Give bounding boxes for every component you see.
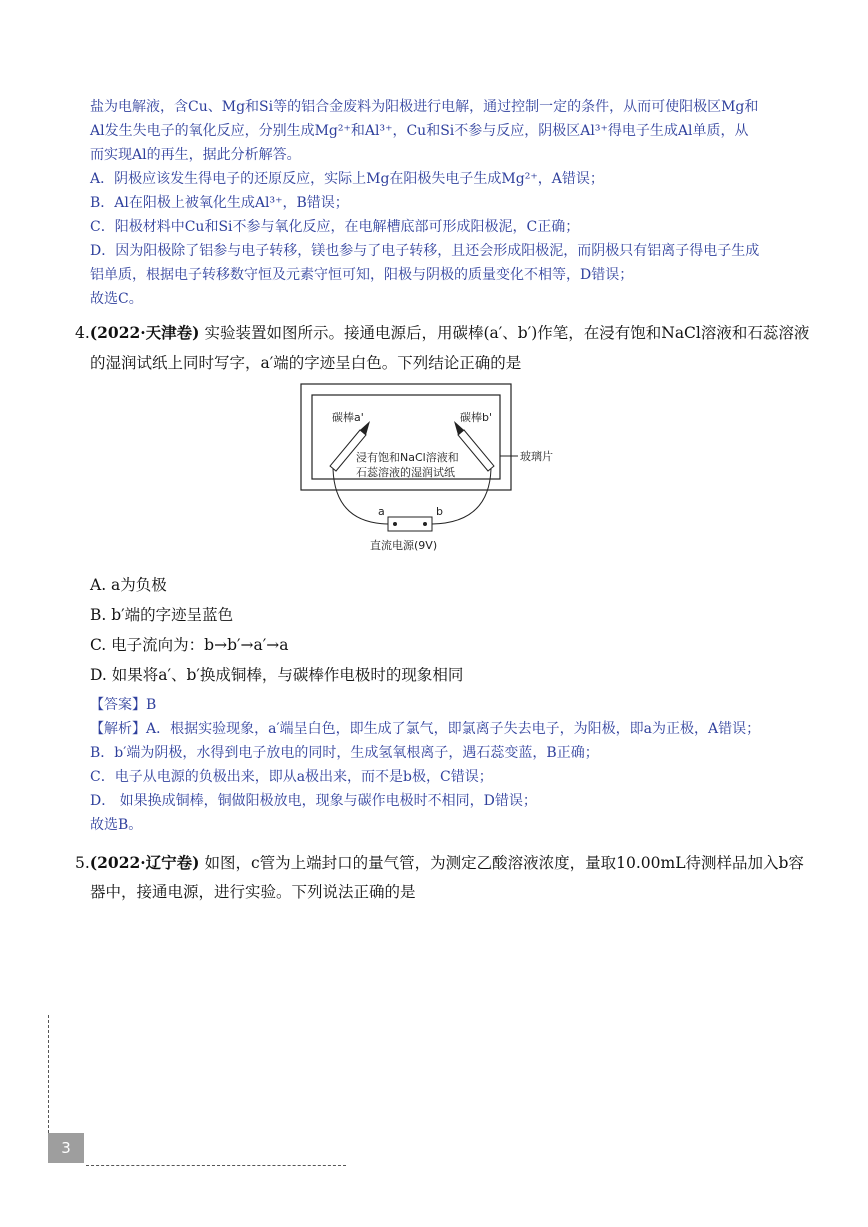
question-number: 4. xyxy=(75,324,90,342)
rod-a-label: 碳棒a' xyxy=(332,411,364,424)
question-stem-line1: 实验装置如图所示。接通电源后，用碳棒(a′、b′)作笔，在浸有饱和NaCl溶液和石蕊溶液 xyxy=(204,324,810,342)
analysis-line: 盐为电解液，含Cu、Mg和Si等的铝合金废料为阳极进行电解，通过控制一定的条件，从而可使阳极区Mg和 xyxy=(90,99,759,115)
analysis-line: 【解析】A．根据实验现象，a′端呈白色，即生成了氯气，即氯离子失去电子，为阳极，即a为正极，A错误； xyxy=(90,721,761,737)
question-source: (2022·天津卷) xyxy=(89,323,200,342)
analysis-line: 而实现Al的再生，据此分析解答。 xyxy=(90,147,301,163)
paper-label-1: 浸有饱和NaCl溶液和 xyxy=(356,451,459,464)
answer-line: 【答案】B xyxy=(90,697,157,713)
analysis-line: A．阴极应该发生得电子的还原反应，实际上Mg在阳极失电子生成Mg²⁺，A错误； xyxy=(90,171,604,187)
question-stem xyxy=(75,322,809,344)
analysis-line: B．b′端为阴极，水得到电子放电的同时，生成氢氧根离子，遇石蕊变蓝，B正确； xyxy=(90,745,599,761)
question-stem-line2: 器中，接通电源，进行实验。下列说法正确的是 xyxy=(90,883,416,901)
question-stem-line1: 如图，c管为上端封口的量气管，为测定乙酸溶液浓度，量取10.00mL待测样品加入b容 xyxy=(204,854,804,872)
option-d: D. 如果将a′、b′换成铜棒，与碳棒作电极时的现象相同 xyxy=(90,666,464,684)
question-stem xyxy=(75,852,804,874)
option-a: A. a为负极 xyxy=(90,576,167,594)
terminal-b-label: b xyxy=(436,505,443,518)
electrolysis-figure xyxy=(300,383,570,555)
analysis-line: B．Al在阳极上被氧化生成Al³⁺，B错误； xyxy=(90,195,349,211)
analysis-line: D．因为阳极除了铝参与电子转移，镁也参与了电子转移，且还会形成阳极泥，而阴极只有铝离子得电子生成 xyxy=(90,243,760,259)
power-supply-label: 直流电源(9V) xyxy=(370,539,438,552)
analysis-line: C．电子从电源的负极出来，即从a极出来，而不是b极，C错误； xyxy=(90,769,493,785)
option-b: B. b′端的字迹呈蓝色 xyxy=(90,606,234,624)
analysis-line: 铝单质，根据电子转移数守恒及元素守恒可知，阳极与阴极的质量变化不相等，D错误； xyxy=(90,267,634,283)
option-c: C. 电子流向为：b→b′→a′→a xyxy=(90,636,289,654)
analysis-line: 故选C。 xyxy=(90,291,143,307)
question-stem-line2: 的湿润试纸上同时写字，a′端的字迹呈白色。下列结论正确的是 xyxy=(90,354,522,372)
glass-label: 玻璃片 xyxy=(520,450,553,463)
page-number: 3 xyxy=(48,1133,84,1163)
terminal-a-label: a xyxy=(378,505,385,518)
analysis-line: Al发生失电子的氧化反应，分别生成Mg²⁺和Al³⁺，Cu和Si不参与反应，阴极区Al³⁺得电子生成Al单质，从 xyxy=(90,123,749,139)
paper-label-2: 石蕊溶液的湿润试纸 xyxy=(356,466,455,479)
question-number: 5. xyxy=(75,854,90,872)
footer-dashed-horizontal xyxy=(86,1165,346,1166)
footer-dashed-vertical xyxy=(48,1015,49,1133)
question-source: (2022·辽宁卷) xyxy=(89,853,200,872)
analysis-line: 故选B。 xyxy=(90,817,143,833)
analysis-line: C．阳极材料中Cu和Si不参与氧化反应，在电解槽底部可形成阳极泥，C正确； xyxy=(90,219,580,235)
carbon-rod-b xyxy=(454,421,494,471)
analysis-line: D． 如果换成铜棒，铜做阳极放电，现象与碳作电极时不相同，D错误； xyxy=(90,793,537,809)
rod-b-label: 碳棒b' xyxy=(460,411,493,424)
